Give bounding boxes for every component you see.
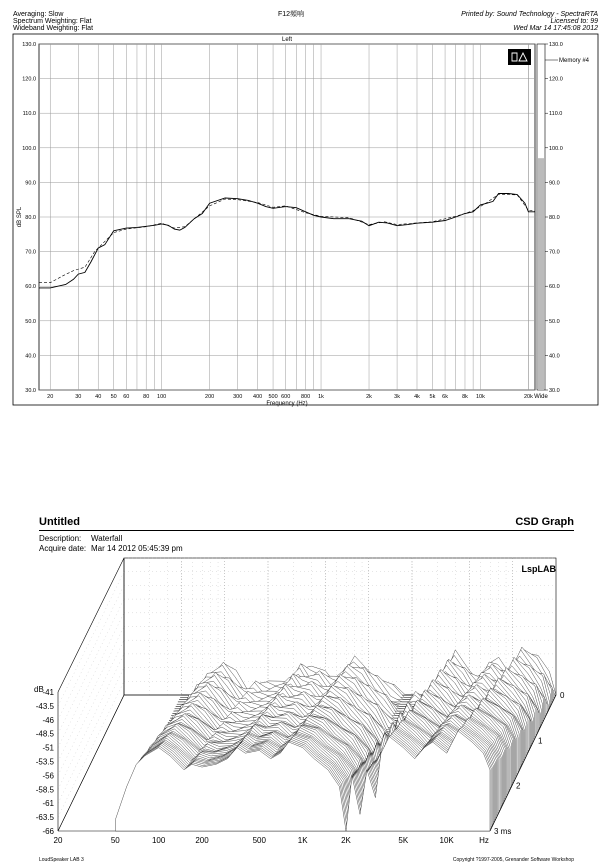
rta-chart-title: Left <box>281 37 293 43</box>
rta-y-tick-label: 30.0 <box>25 388 36 394</box>
csd-y-tick-label: -41 <box>42 688 54 697</box>
rta-y-tick-label: 80.0 <box>25 215 36 221</box>
csd-y-tick-label: -66 <box>42 827 54 836</box>
rta-file-title: F12頻响 <box>278 11 305 18</box>
rta-y-tick-label: 40.0 <box>25 353 36 360</box>
rta-y-tick-label-right: 60.0 <box>549 284 560 291</box>
csd-x-tick-label: 5K <box>398 836 409 845</box>
csd-side-wall <box>58 558 124 831</box>
rta-x-tick-label: 5k <box>429 394 436 400</box>
csd-graph-type: CSD Graph <box>515 516 574 528</box>
licensed-to-label: Licensed to: 99 <box>550 18 598 25</box>
acquire-date-label: Acquire date: <box>39 544 87 553</box>
csd-y-tick-label: -58.5 <box>35 785 54 795</box>
rta-x-tick-label: 500 <box>268 394 278 400</box>
rta-y-tick-label: 120.0 <box>22 76 36 83</box>
rta-y-tick-label: 130.0 <box>22 42 36 48</box>
rta-y-tick-label: 50.0 <box>25 318 36 325</box>
csd-x-tick-label: 100 <box>151 836 166 845</box>
print-timestamp: Wed Mar 14 17:45:08 2012 <box>513 25 598 32</box>
rta-y-tick-label-right: 30.0 <box>549 388 560 394</box>
csd-y-tick-label: -46 <box>42 715 54 725</box>
rta-x-tick-label: 800 <box>300 394 311 400</box>
rta-y-tick-label-right: 40.0 <box>549 353 560 360</box>
rta-x-tick-label: 8k <box>462 394 468 400</box>
rta-y-tick-label-right: 90.0 <box>549 180 560 187</box>
rta-x-tick-label: 3k <box>394 394 400 400</box>
description-label: Description: <box>39 534 82 543</box>
rta-x-tick-label: 2k <box>366 394 372 400</box>
acquire-date-value: Mar 14 2012 05:45:39 pm <box>91 544 183 553</box>
lsplab-logo: LspLAB <box>521 564 556 574</box>
csd-y-tick-label: -53.5 <box>35 757 54 767</box>
rta-y-tick-label-right: 50.0 <box>549 318 560 325</box>
rta-x-tick-label: 50 <box>110 394 117 400</box>
csd-y-tick-label: -61 <box>42 799 54 809</box>
wideband-weighting-label: Wideband Weighting: Flat <box>13 25 94 32</box>
csd-x-tick-label: 20 <box>53 836 63 845</box>
csd-side-grid <box>58 585 124 719</box>
csd-side-grid <box>58 599 124 734</box>
csd-z-tick-label: 1 <box>538 736 543 746</box>
rta-x-tick-label: 60 <box>123 394 130 400</box>
rta-y-tick-label-right: 130.0 <box>549 42 563 48</box>
csd-x-tick-label: 10K <box>439 836 454 845</box>
csd-y-axis-label: dB <box>34 685 44 694</box>
rta-x-tick-label: 20k <box>523 394 533 400</box>
rta-y-tick-label-right: 100.0 <box>549 145 563 152</box>
memory-label: Memory #4 <box>559 58 590 64</box>
rta-y-tick-label: 110.0 <box>22 111 36 118</box>
csd-x-tick-label: 1K <box>297 836 308 845</box>
csd-z-tick-label: 3 ms <box>494 827 512 836</box>
rta-y-tick-label: 70.0 <box>25 249 36 256</box>
csd-x-tick-label: 200 <box>195 836 209 845</box>
footer-software: LoudSpeaker LAB 3 <box>39 857 84 863</box>
rta-x-tick-label: 20 <box>47 394 54 400</box>
csd-z-tick-label: 0 <box>560 691 565 700</box>
csd-x-tick-label: 500 <box>252 836 266 845</box>
csd-x-tick-label: 50 <box>110 836 120 845</box>
csd-side-grid <box>58 627 124 762</box>
rta-y-tick-label: 60.0 <box>25 284 36 291</box>
csd-y-tick-label: -51 <box>42 743 54 753</box>
rta-x-axis-label: Frequency (Hz) <box>266 401 308 407</box>
footer-copyright: Copyright ?1997-2005, Grenander Software Workshop <box>452 857 574 863</box>
csd-side-grid <box>58 613 124 748</box>
rta-x-tick-label: 300 <box>233 394 243 400</box>
printed-by-label: Printed by: Sound Technology - SpectraRTA <box>461 11 598 18</box>
rta-x-tick-label: 100 <box>157 394 167 400</box>
rta-y-axis-label: dB SPL <box>17 206 23 228</box>
rta-x-tick-label: 10k <box>475 394 485 400</box>
rta-x-tick-label: 30 <box>75 394 82 400</box>
rta-y-tick-label-right: 110.0 <box>549 111 563 118</box>
spectrum-weighting-label: Spectrum Weighting: Flat <box>13 18 92 25</box>
csd-side-grid <box>58 654 124 789</box>
rta-y-tick-label-right: 80.0 <box>549 215 560 221</box>
rta-x-tick-label: 200 <box>205 394 215 400</box>
rta-x-tick-label: 40 <box>95 394 102 400</box>
description-value: Waterfall <box>91 534 123 543</box>
rta-x-tick-label: 6k <box>442 394 448 400</box>
rta-x-tick-label: 600 <box>281 394 291 400</box>
rta-x-tick-label: 80 <box>143 394 150 400</box>
csd-side-grid <box>58 572 124 706</box>
csd-document-title: Untitled <box>39 516 80 528</box>
rta-y-tick-label-right: 120.0 <box>549 76 563 83</box>
csd-y-tick-label: -56 <box>42 771 54 781</box>
csd-z-tick-label: 2 <box>516 781 521 791</box>
rta-y-tick-label-right: 70.0 <box>549 249 560 256</box>
csd-y-tick-label: -43.5 <box>35 701 54 711</box>
csd-x-axis-label: Hz <box>479 836 489 845</box>
averaging-label: Averaging: Slow <box>13 11 64 18</box>
rta-y-tick-label: 90.0 <box>25 180 36 187</box>
csd-side-grid <box>58 668 124 804</box>
csd-y-tick-label: -63.5 <box>35 813 54 823</box>
rta-y-tick-label: 100.0 <box>22 145 36 152</box>
wideband-label: Wide <box>534 394 548 400</box>
csd-side-grid <box>58 681 124 817</box>
csd-y-tick-label: -48.5 <box>35 729 54 739</box>
rta-x-tick-label: 400 <box>253 394 263 400</box>
csd-side-grid <box>58 640 124 775</box>
csd-x-tick-label: 2K <box>341 836 351 845</box>
rta-x-tick-label: 1k <box>318 394 324 400</box>
rta-x-tick-label: 4k <box>414 394 420 400</box>
